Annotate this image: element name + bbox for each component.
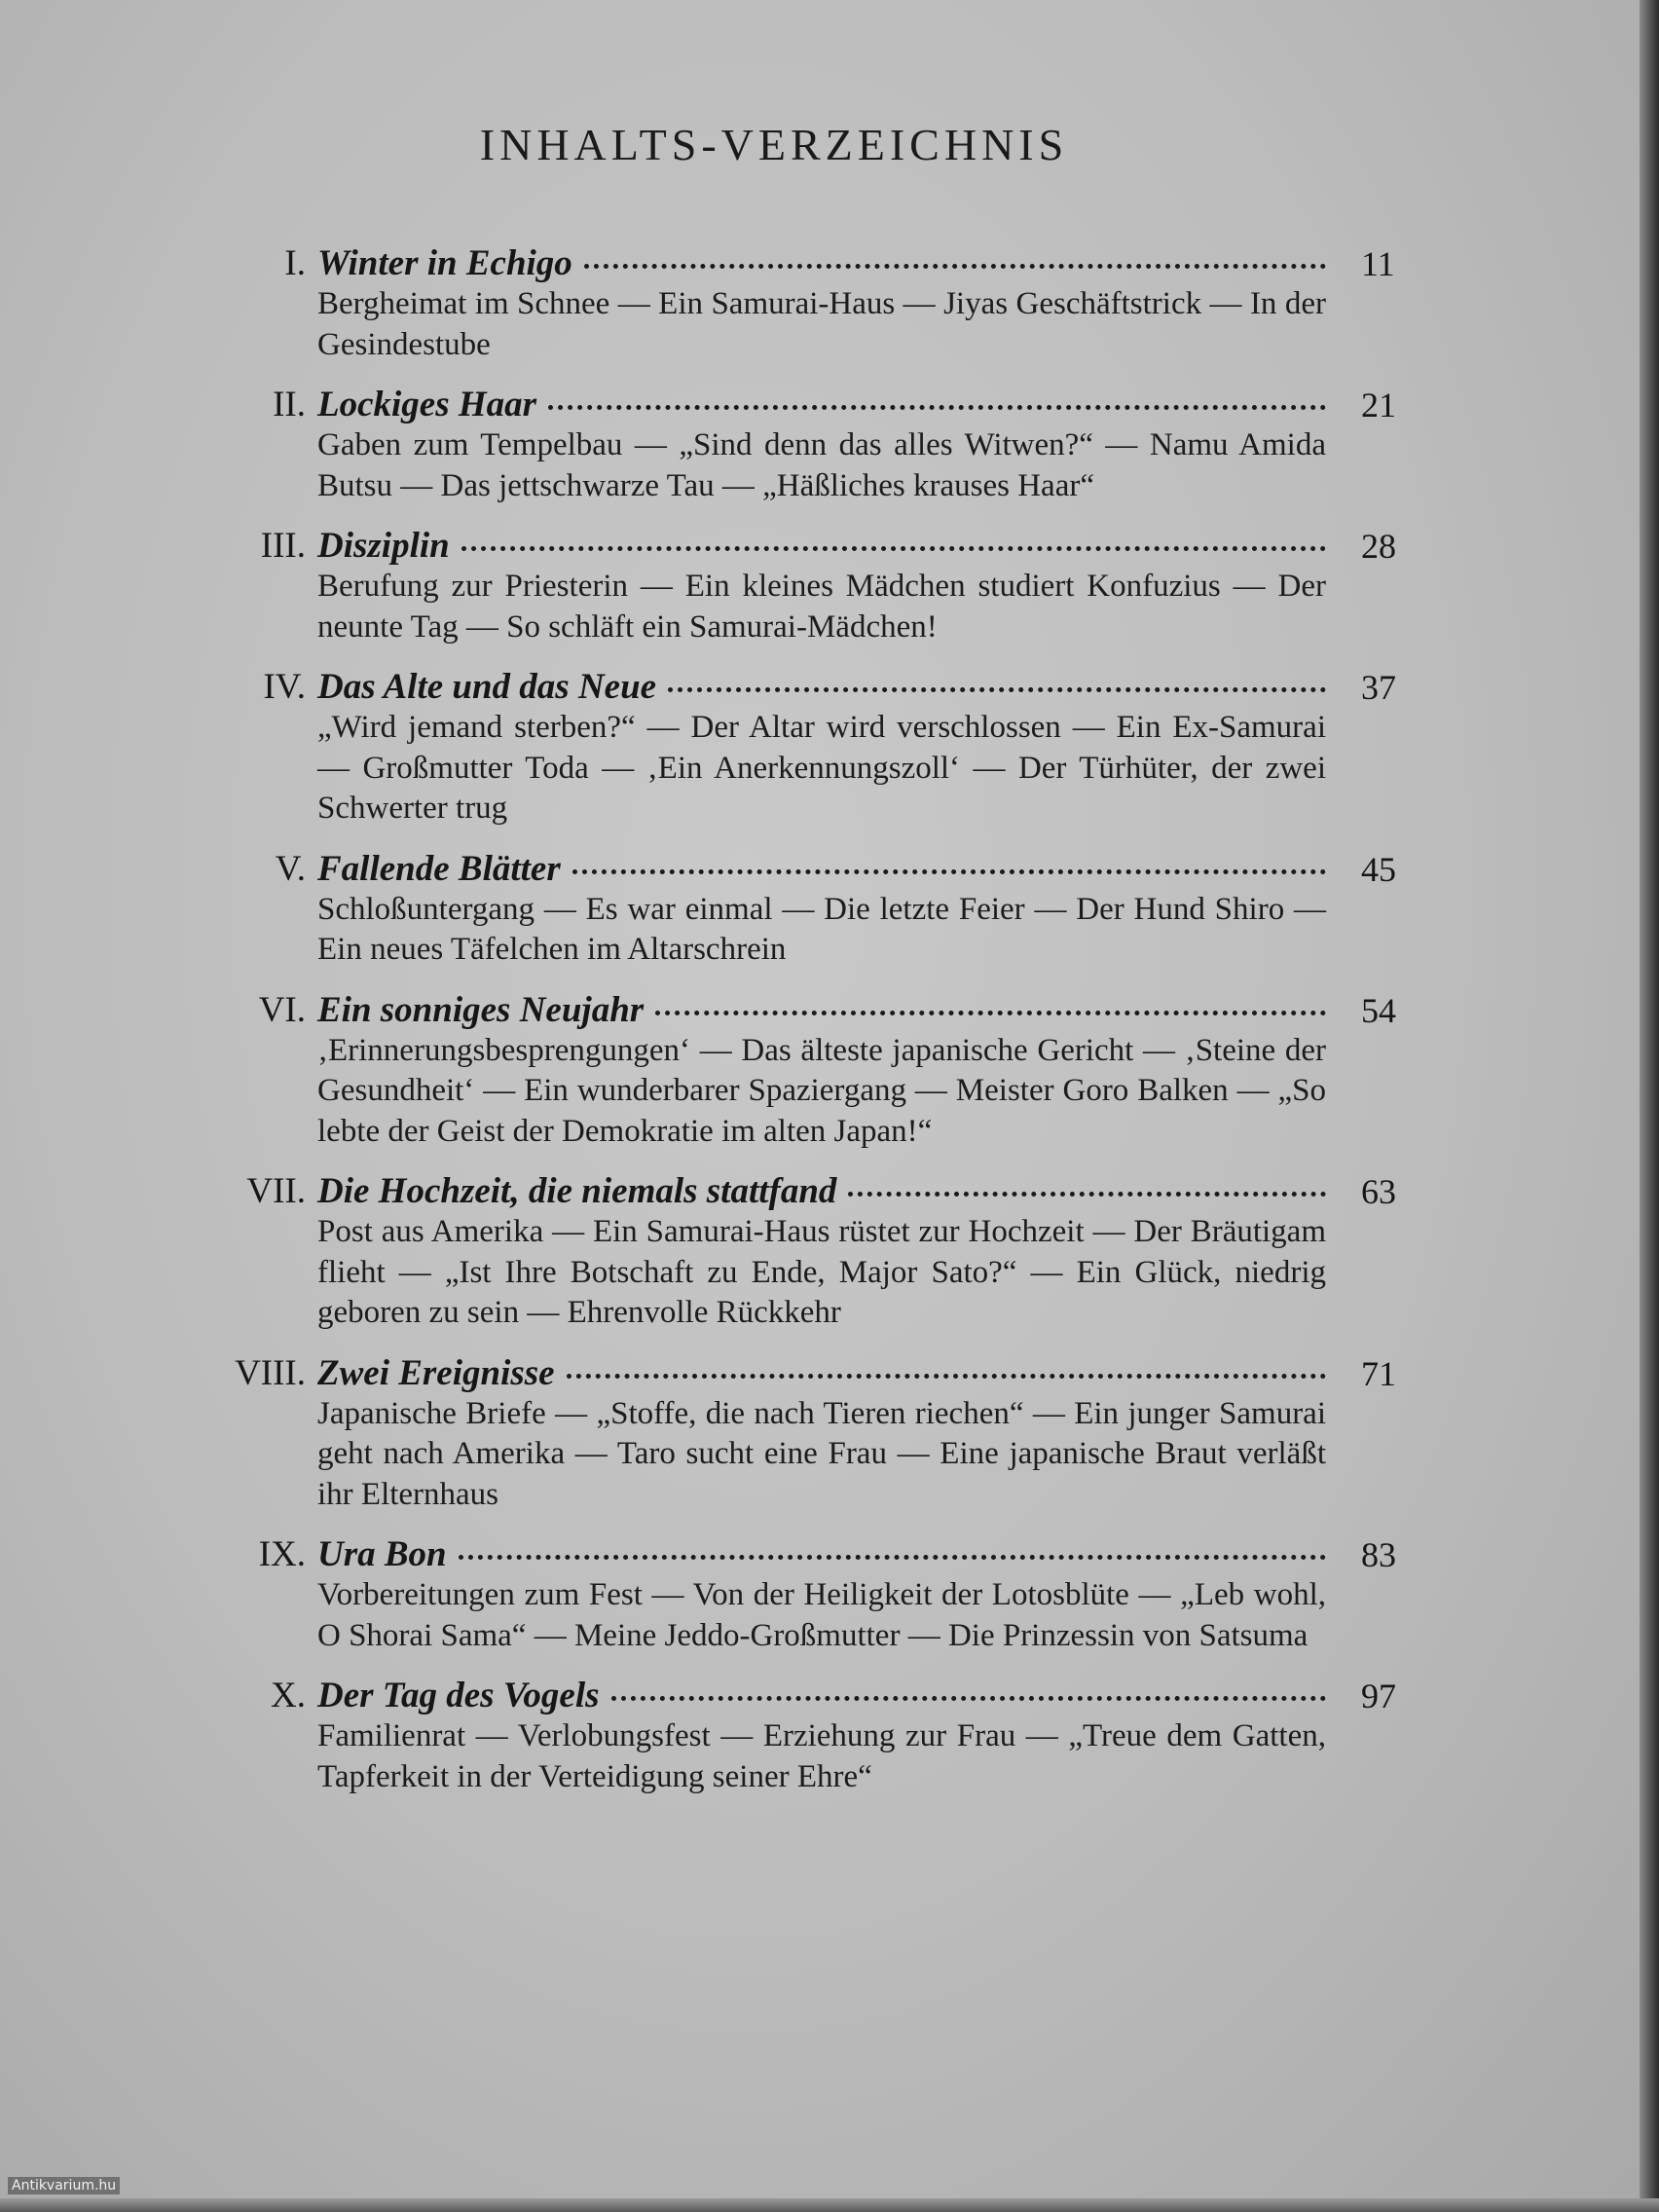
chapter-title: Disziplin (317, 526, 450, 566)
toc-entry (0, 1353, 1659, 1516)
dot-leader (668, 687, 1326, 692)
page-number: 11 (1361, 244, 1395, 283)
dot-leader (572, 869, 1326, 874)
chapter-number: II. (273, 385, 306, 424)
chapter-heading (317, 1534, 1326, 1575)
toc-entry (0, 849, 1659, 971)
page-number: 54 (1361, 990, 1396, 1030)
dot-leader (548, 405, 1326, 410)
toc-entry (0, 990, 1659, 1153)
chapter-heading (317, 667, 1326, 708)
chapter-summary: Schloßuntergang — Es war einmal — Die letzte Feier — Der Hund Shiro — Ein neues Täfelchen im Altarschrein (317, 891, 1326, 967)
dot-leader (848, 1192, 1326, 1197)
chapter-number: IX. (258, 1534, 306, 1574)
dot-leader (655, 1011, 1326, 1015)
chapter-summary: Familienrat — Verlobungsfest — Erziehung zur Frau — „Treue dem Gatten, Tapferkeit in der Verteidigung seiner Ehre“ (317, 1718, 1326, 1794)
chapter-number: VII. (246, 1171, 306, 1211)
chapter-heading (317, 990, 1326, 1031)
chapter-number: I. (284, 243, 306, 283)
dot-leader (567, 1374, 1326, 1379)
page-number: 28 (1361, 527, 1396, 566)
page-number: 71 (1361, 1353, 1396, 1393)
chapter-heading (317, 385, 1326, 425)
page-number: 63 (1361, 1172, 1396, 1211)
dot-leader (461, 546, 1326, 551)
toc-entry (0, 667, 1659, 830)
chapter-title: Ura Bon (317, 1534, 447, 1574)
chapter-number: III. (260, 526, 306, 566)
chapter-number: VIII. (235, 1352, 306, 1393)
chapter-summary: ‚Erinnerungsbesprengungen‘ — Das älteste japanische Gericht — ‚Steine der Gesundheit‘ — Ein wunderbarer Spaziergang — Meister Goro Balken — „So lebte der Geist der Demokratie im alten Japan!“ (317, 1032, 1326, 1149)
page-bottom-shadow (0, 2198, 1659, 2212)
chapter-heading (317, 1171, 1326, 1212)
chapter-heading (317, 526, 1326, 567)
page-number: 45 (1361, 849, 1396, 889)
dot-leader (611, 1696, 1327, 1701)
chapter-title: Das Alte und das Neue (317, 667, 657, 707)
page-number: 97 (1361, 1677, 1396, 1715)
chapter-heading (317, 243, 1326, 284)
toc-entry (0, 1534, 1659, 1656)
watermark: Antikvarium.hu (8, 2177, 120, 2194)
toc-entry (0, 385, 1659, 506)
chapter-number: IV. (263, 667, 306, 707)
page-number: 37 (1361, 668, 1396, 707)
chapter-summary: Japanische Briefe — „Stoffe, die nach Tieren riechen“ — Ein junger Samurai geht nach Amerika — Taro sucht eine Frau — Eine japanische Braut verläßt ihr Elternhaus (317, 1395, 1326, 1512)
chapter-summary: Bergheimat im Schnee — Ein Samurai-Haus — Jiyas Geschäftstrick — In der Gesindestube (317, 286, 1326, 362)
page-title: INHALTS-VERZEICHNIS (479, 120, 1069, 169)
chapter-heading (317, 1353, 1326, 1394)
chapter-title: Die Hochzeit, die niemals stattfand (317, 1171, 837, 1211)
toc-entry (0, 1676, 1659, 1797)
toc-entry (0, 243, 1659, 365)
chapter-title: Lockiges Haar (317, 385, 537, 424)
chapter-title: Ein sonniges Neujahr (317, 989, 645, 1030)
chapter-summary: Post aus Amerika — Ein Samurai-Haus rüstet zur Hochzeit — Der Bräutigam flieht — „Ist Ihre Botschaft zu Ende, Major Sato?“ — Ein Glück, niedrig geboren zu sein — Ehrenvolle Rückkehr (317, 1214, 1326, 1330)
toc-entry (0, 526, 1659, 647)
chapter-summary: Berufung zur Priesterin — Ein kleines Mädchen studiert Konfuzius — Der neunte Tag — So schläft ein Samurai-Mädchen! (317, 569, 1326, 645)
chapter-number: X. (271, 1676, 306, 1715)
page-number: 21 (1361, 386, 1396, 424)
dot-leader (584, 264, 1326, 269)
chapter-summary: Vorbereitungen zum Fest — Von der Heiligkeit der Lotosblüte — „Leb wohl, O Shorai Sama“ — Meine Jeddo-Großmutter — Die Prinzessin von Satsuma (317, 1577, 1326, 1653)
chapter-title: Winter in Echigo (317, 243, 572, 283)
chapter-number: VI. (258, 989, 306, 1030)
toc-entry (0, 1171, 1659, 1334)
chapter-title: Zwei Ereignisse (317, 1352, 555, 1393)
chapter-number: V. (275, 848, 306, 889)
dot-leader (459, 1555, 1326, 1560)
chapter-summary: „Wird jemand sterben?“ — Der Altar wird verschlossen — Ein Ex-Samurai — Großmutter Toda — ‚Ein Anerkennungszoll‘ — Der Türhüter, der zwei Schwerter trug (317, 710, 1326, 826)
chapter-title: Der Tag des Vogels (317, 1676, 600, 1715)
chapter-heading (317, 849, 1326, 890)
page-number: 83 (1361, 1535, 1396, 1574)
table-of-contents (0, 243, 1659, 1817)
chapter-title: Fallende Blätter (317, 848, 561, 889)
chapter-heading (317, 1676, 1326, 1716)
chapter-summary: Gaben zum Tempelbau — „Sind denn das alles Witwen?“ — Namu Amida Butsu — Das jettschwarze Tau — „Häßliches krauses Haar“ (317, 427, 1326, 503)
